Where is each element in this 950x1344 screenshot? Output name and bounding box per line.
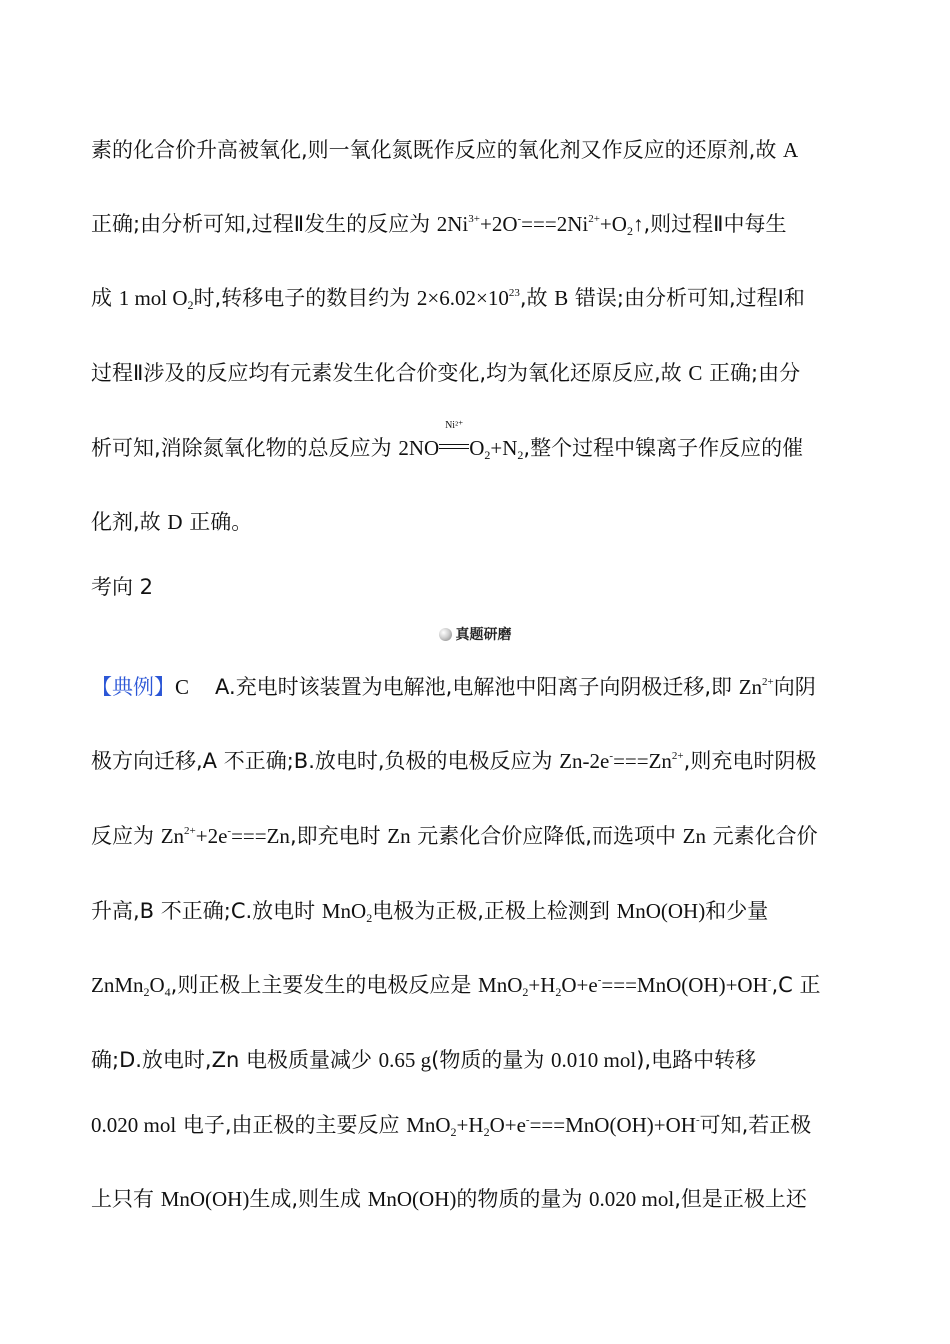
- example-label: 【典例】: [91, 675, 175, 699]
- paragraph-line-6: 化剂,故 D 正确。: [91, 510, 253, 534]
- example-line-3: 反应为 $Zn^{2+}+2e^-===Zn$,即充电时 Zn 元素化合价应降低,而选项中 Zn 元素化合价: [91, 824, 818, 848]
- zhenti-banner: 真题研磨: [0, 624, 950, 644]
- paragraph-line-3: 成 1 mol $O_2$时,转移电子的数目约为 $2\times 6.02\times 10^{23}$,故 B 错误;由分析可知,过程Ⅰ和: [91, 286, 805, 312]
- example-line-4: 升高,B 不正确;C.放电时 MnO$_2$电极为正极,正极上检测到 MnO(OH)和少量: [91, 899, 769, 925]
- paragraph-line-1: 素的化合价升高被氧化,则一氧化氮既作反应的氧化剂又作反应的还原剂,故 A: [91, 138, 799, 162]
- disc-icon: [439, 628, 452, 641]
- paragraph-line-5: 析可知,消除氮氧化物的总反应为 2NO Ni²⁺ $O_2+N_2$,整个过程中镍离子作反应的催: [91, 420, 804, 462]
- reaction-arrow-catalyst: Ni²⁺: [439, 433, 469, 463]
- answer-letter: C: [175, 675, 190, 699]
- example-line-5: $ZnMn_2O_4$,则正极上主要发生的电极反应是 $MnO_2+H_2O+e^-===MnO(OH)+OH^-,C$ 正: [91, 973, 821, 999]
- example-line-6: 确;D.放电时,Zn 电极质量减少 0.65 g(物质的量为 0.010 mol),电路中转移: [91, 1048, 757, 1072]
- example-line-8: 上只有 MnO(OH)生成,则生成 MnO(OH)的物质的量为 0.020 mol,但是正极上还: [91, 1187, 807, 1211]
- example-line-7: 0.020 mol 电子,由正极的主要反应 $MnO_2+H_2O+e^-===MnO(OH)+OH^-$可知,若正极: [91, 1113, 812, 1139]
- example-line-2: 极方向迁移,A 不正确;B.放电时,负极的电极反应为 $Zn-2e^-===Zn^{2+}$,则充电时阴极: [91, 749, 817, 773]
- paragraph-line-4: 过程Ⅱ涉及的反应均有元素发生化合价变化,均为氧化还原反应,故 C 正确;由分: [91, 361, 801, 385]
- example-line-1: 【典例】C A.充电时该装置为电解池,电解池中阳离子向阴极迁移,即 $Zn^{2+}$向阴: [91, 675, 816, 699]
- paragraph-line-2: 正确;由分析可知,过程Ⅱ发生的反应为 $2Ni^{3+}+2O^-===2Ni^{2+}+O_2↑$,则过程Ⅱ中每生: [91, 212, 787, 238]
- section-heading: 考向 2: [91, 575, 154, 599]
